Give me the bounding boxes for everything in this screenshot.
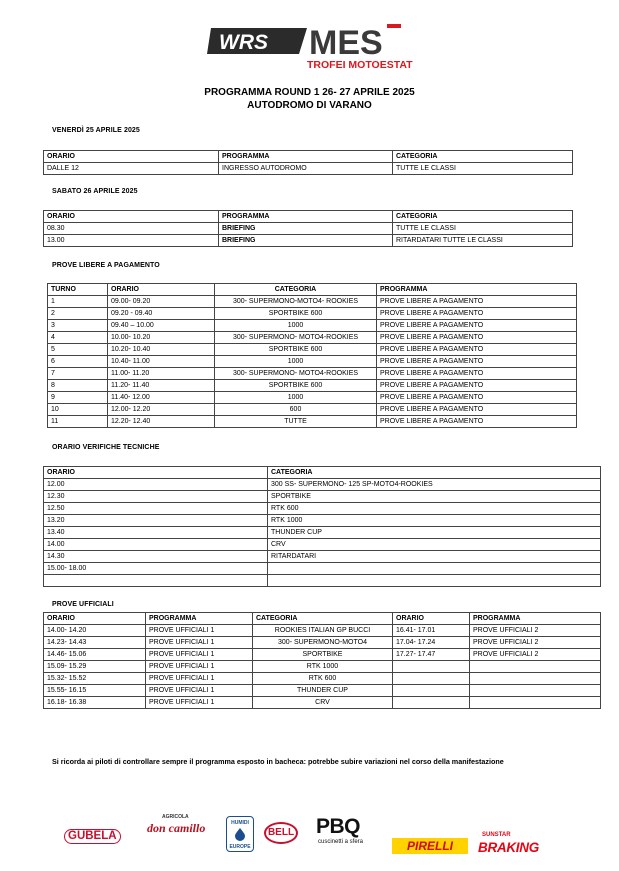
table-cell: 9 — [48, 392, 108, 404]
table-cell: 09.00- 09.20 — [108, 296, 215, 308]
table-row — [48, 320, 577, 332]
table-cell: 2 — [48, 308, 108, 320]
table-cell: 17.04- 17.24 — [393, 637, 470, 649]
table-cell: PROVE UFFICIALI 1 — [146, 625, 253, 637]
table-row — [48, 404, 577, 416]
table-cell: 16.18- 16.38 — [44, 697, 146, 709]
table-cell: PROVE UFFICIALI 2 — [470, 649, 601, 661]
table-cell: 14.46- 15.06 — [44, 649, 146, 661]
table-row — [48, 368, 577, 380]
table-cell: PROVE UFFICIALI 2 — [470, 625, 601, 637]
table-cell: 12.50 — [44, 503, 268, 515]
table-row — [44, 697, 601, 709]
table-row — [44, 649, 601, 661]
table-cell: PROVE UFFICIALI 1 — [146, 637, 253, 649]
header-cell: ORARIO — [44, 211, 219, 223]
table-row — [48, 416, 577, 428]
table-cell: 12.00- 12.20 — [108, 404, 215, 416]
logo-main: MES — [309, 24, 383, 62]
table-header-row — [48, 284, 577, 296]
table-cell: TUTTE LE CLASSI — [393, 223, 573, 235]
table-cell — [470, 661, 601, 673]
table-cell: 08.30 — [44, 223, 219, 235]
table-cell: 11.00- 11.20 — [108, 368, 215, 380]
header-cell: CATEGORIA — [215, 284, 377, 296]
table-row — [44, 637, 601, 649]
header-cell: ORARIO — [44, 613, 146, 625]
table-cell: 11.40- 12.00 — [108, 392, 215, 404]
table-cell: PROVE UFFICIALI 1 — [146, 673, 253, 685]
sponsor-bar — [0, 812, 619, 862]
doncamillo-logo: don camillo — [147, 821, 206, 835]
table-row — [44, 551, 601, 563]
table-row — [44, 223, 573, 235]
table-cell: 4 — [48, 332, 108, 344]
table-row — [44, 575, 601, 587]
doncamillo-small-text: AGRICOLA — [162, 814, 189, 820]
table-cell: 1 — [48, 296, 108, 308]
table-cell: 7 — [48, 368, 108, 380]
header-cell: CATEGORIA — [268, 467, 601, 479]
table-row — [44, 527, 601, 539]
mes-logo — [207, 22, 413, 74]
table-cell: PROVE UFFICIALI 1 — [146, 649, 253, 661]
table-cell: 1000 — [215, 320, 377, 332]
table-cell: PROVE LIBERE A PAGAMENTO — [377, 308, 577, 320]
page-title: PROGRAMMA ROUND 1 26- 27 APRILE 2025 — [204, 87, 415, 98]
table-cell: PROVE LIBERE A PAGAMENTO — [377, 380, 577, 392]
tech-checks-table — [43, 466, 601, 587]
table-cell — [393, 697, 470, 709]
pbq-sub-text: cuscinetti a sfera — [318, 839, 364, 845]
table-cell: RTK 1000 — [268, 515, 601, 527]
table-row — [44, 515, 601, 527]
table-row — [48, 296, 577, 308]
table-cell: 3 — [48, 320, 108, 332]
table-cell: PROVE LIBERE A PAGAMENTO — [377, 320, 577, 332]
table-cell — [470, 673, 601, 685]
header-cell: PROGRAMMA — [219, 151, 393, 163]
table-cell — [393, 673, 470, 685]
table-cell: 300- SUPERMONO-MOTO4 — [253, 637, 393, 649]
table-cell: PROVE LIBERE A PAGAMENTO — [377, 416, 577, 428]
saturday-table — [43, 210, 573, 247]
table-cell: DALLE 12 — [44, 163, 219, 175]
header-cell: PROGRAMMA — [470, 613, 601, 625]
table-cell: 09.40 – 10.00 — [108, 320, 215, 332]
table-cell: 5 — [48, 344, 108, 356]
sunstar-text: SUNSTAR — [482, 832, 511, 838]
table-cell: 16.41- 17.01 — [393, 625, 470, 637]
table-cell: CRV — [253, 697, 393, 709]
table-row — [44, 479, 601, 491]
table-cell: INGRESSO AUTODROMO — [219, 163, 393, 175]
table-cell: SPORTBIKE — [253, 649, 393, 661]
table-cell: ROOKIES ITALIAN GP BUCCI — [253, 625, 393, 637]
table-cell: 14.23- 14.43 — [44, 637, 146, 649]
table-cell: PROVE LIBERE A PAGAMENTO — [377, 332, 577, 344]
table-cell: PROVE UFFICIALI 1 — [146, 697, 253, 709]
table-cell: 11.20- 11.40 — [108, 380, 215, 392]
page-subtitle: AUTODROMO DI VARANO — [247, 100, 372, 111]
table-cell — [393, 685, 470, 697]
table-cell: 300- SUPERMONO-MOTO4- ROOKIES — [215, 296, 377, 308]
table-cell: BRIEFING — [219, 223, 393, 235]
table-cell: 12.20- 12.40 — [108, 416, 215, 428]
table-cell: PROVE LIBERE A PAGAMENTO — [377, 344, 577, 356]
table-cell: PROVE UFFICIALI 1 — [146, 685, 253, 697]
header-cell: CATEGORIA — [393, 211, 573, 223]
table-row — [48, 344, 577, 356]
table-cell: 600 — [215, 404, 377, 416]
table-row — [44, 491, 601, 503]
table-cell: 12.30 — [44, 491, 268, 503]
table-cell: THUNDER CUP — [268, 527, 601, 539]
logo-sub: TROFEI MOTOESTATE — [307, 59, 413, 71]
table-cell: 15.55- 16.15 — [44, 685, 146, 697]
table-row — [48, 392, 577, 404]
humidi-logo — [226, 816, 254, 852]
table-row — [44, 661, 601, 673]
table-row — [44, 163, 573, 175]
table-cell: SPORTBIKE 600 — [215, 344, 377, 356]
table-cell: 10 — [48, 404, 108, 416]
table-row — [44, 235, 573, 247]
table-header-row — [44, 211, 573, 223]
table-cell: 300- SUPERMONO- MOTO4-ROOKIES — [215, 332, 377, 344]
header-cell: TURNO — [48, 284, 108, 296]
table-cell — [470, 685, 601, 697]
table-cell: 15.09- 15.29 — [44, 661, 146, 673]
table-row — [48, 332, 577, 344]
friday-table — [43, 150, 573, 175]
humidi-text: HUMIDI — [231, 820, 249, 826]
table-cell: RTK 600 — [253, 673, 393, 685]
table-cell: 10.40- 11.00 — [108, 356, 215, 368]
table-cell: 8 — [48, 380, 108, 392]
table-cell: PROVE LIBERE A PAGAMENTO — [377, 404, 577, 416]
table-row — [44, 685, 601, 697]
header-cell: PROGRAMMA — [377, 284, 577, 296]
humidi-sub-text: EUROPE — [229, 844, 251, 850]
gubela-logo: GUBELA — [64, 829, 121, 844]
table-cell — [393, 661, 470, 673]
table-cell: TUTTE LE CLASSI — [393, 163, 573, 175]
logo-mark: WRS — [219, 31, 268, 54]
table-cell: 300- SUPERMONO- MOTO4-ROOKIES — [215, 368, 377, 380]
table-row — [44, 539, 601, 551]
table-cell: SPORTBIKE 600 — [215, 308, 377, 320]
table-cell: PROVE LIBERE A PAGAMENTO — [377, 392, 577, 404]
humidi-drop-icon — [232, 827, 248, 841]
header-cell: ORARIO — [44, 467, 268, 479]
pbq-logo: PBQ — [316, 815, 361, 838]
table-cell: 14.00- 14.20 — [44, 625, 146, 637]
table-cell: CRV — [268, 539, 601, 551]
table-header-row — [44, 467, 601, 479]
table-header-row — [44, 613, 601, 625]
table-cell: 13.40 — [44, 527, 268, 539]
table-row — [44, 673, 601, 685]
notice-text: Si ricorda ai piloti di controllare sempre il programma esposto in bacheca: potrebbe subire variazioni nel corso della manifestazione — [52, 757, 504, 766]
table-row — [48, 380, 577, 392]
table-cell: PROVE LIBERE A PAGAMENTO — [377, 368, 577, 380]
table-cell: 14.00 — [44, 539, 268, 551]
table-cell: TUTTE — [215, 416, 377, 428]
table-cell: 10.00- 10.20 — [108, 332, 215, 344]
saturday-label: SABATO 26 APRILE 2025 — [52, 188, 138, 195]
header-cell: ORARIO — [44, 151, 219, 163]
table-cell: SPORTBIKE 600 — [215, 380, 377, 392]
header-cell: PROGRAMMA — [146, 613, 253, 625]
table-row — [44, 563, 601, 575]
pirelli-logo: PIRELLI — [392, 838, 468, 854]
table-cell: 11 — [48, 416, 108, 428]
table-cell: 15.32- 15.52 — [44, 673, 146, 685]
header-cell: ORARIO — [108, 284, 215, 296]
header-cell: CATEGORIA — [393, 151, 573, 163]
table-cell: 17.27- 17.47 — [393, 649, 470, 661]
friday-label: VENERDÌ 25 APRILE 2025 — [52, 127, 140, 134]
table-cell: 13.20 — [44, 515, 268, 527]
tech-checks-label: ORARIO VERIFICHE TECNICHE — [52, 444, 160, 451]
table-cell: RTK 600 — [268, 503, 601, 515]
bell-logo: BELL — [264, 822, 298, 844]
table-cell — [268, 575, 601, 587]
free-practice-table — [47, 283, 577, 428]
table-row — [44, 625, 601, 637]
table-cell — [44, 575, 268, 587]
table-cell: RITARDATARI — [268, 551, 601, 563]
table-cell: 1000 — [215, 356, 377, 368]
table-cell: 10.20- 10.40 — [108, 344, 215, 356]
table-cell: THUNDER CUP — [253, 685, 393, 697]
header-cell: ORARIO — [393, 613, 470, 625]
table-cell: PROVE LIBERE A PAGAMENTO — [377, 296, 577, 308]
table-row — [44, 503, 601, 515]
header-cell: CATEGORIA — [253, 613, 393, 625]
table-cell: SPORTBIKE — [268, 491, 601, 503]
official-label: PROVE UFFICIALI — [52, 601, 114, 608]
table-cell: RITARDATARI TUTTE LE CLASSI — [393, 235, 573, 247]
table-cell: 6 — [48, 356, 108, 368]
table-row — [48, 308, 577, 320]
table-header-row — [44, 151, 573, 163]
table-cell: 15.00- 18.00 — [44, 563, 268, 575]
braking-logo: BRAKING — [478, 840, 539, 855]
table-cell — [268, 563, 601, 575]
table-row — [48, 356, 577, 368]
table-cell: 1000 — [215, 392, 377, 404]
official-table — [43, 612, 601, 709]
table-cell: 14.30 — [44, 551, 268, 563]
table-cell — [470, 697, 601, 709]
free-practice-label: PROVE LIBERE A PAGAMENTO — [52, 262, 160, 269]
header-cell: PROGRAMMA — [219, 211, 393, 223]
table-cell: PROVE LIBERE A PAGAMENTO — [377, 356, 577, 368]
table-cell: 13.00 — [44, 235, 219, 247]
table-cell: 300 SS- SUPERMONO- 125 SP-MOTO4-ROOKIES — [268, 479, 601, 491]
table-cell: PROVE UFFICIALI 2 — [470, 637, 601, 649]
table-cell: RTK 1000 — [253, 661, 393, 673]
table-cell: BRIEFING — [219, 235, 393, 247]
table-cell: PROVE UFFICIALI 1 — [146, 661, 253, 673]
table-cell: 09.20 - 09.40 — [108, 308, 215, 320]
table-cell: 12.00 — [44, 479, 268, 491]
